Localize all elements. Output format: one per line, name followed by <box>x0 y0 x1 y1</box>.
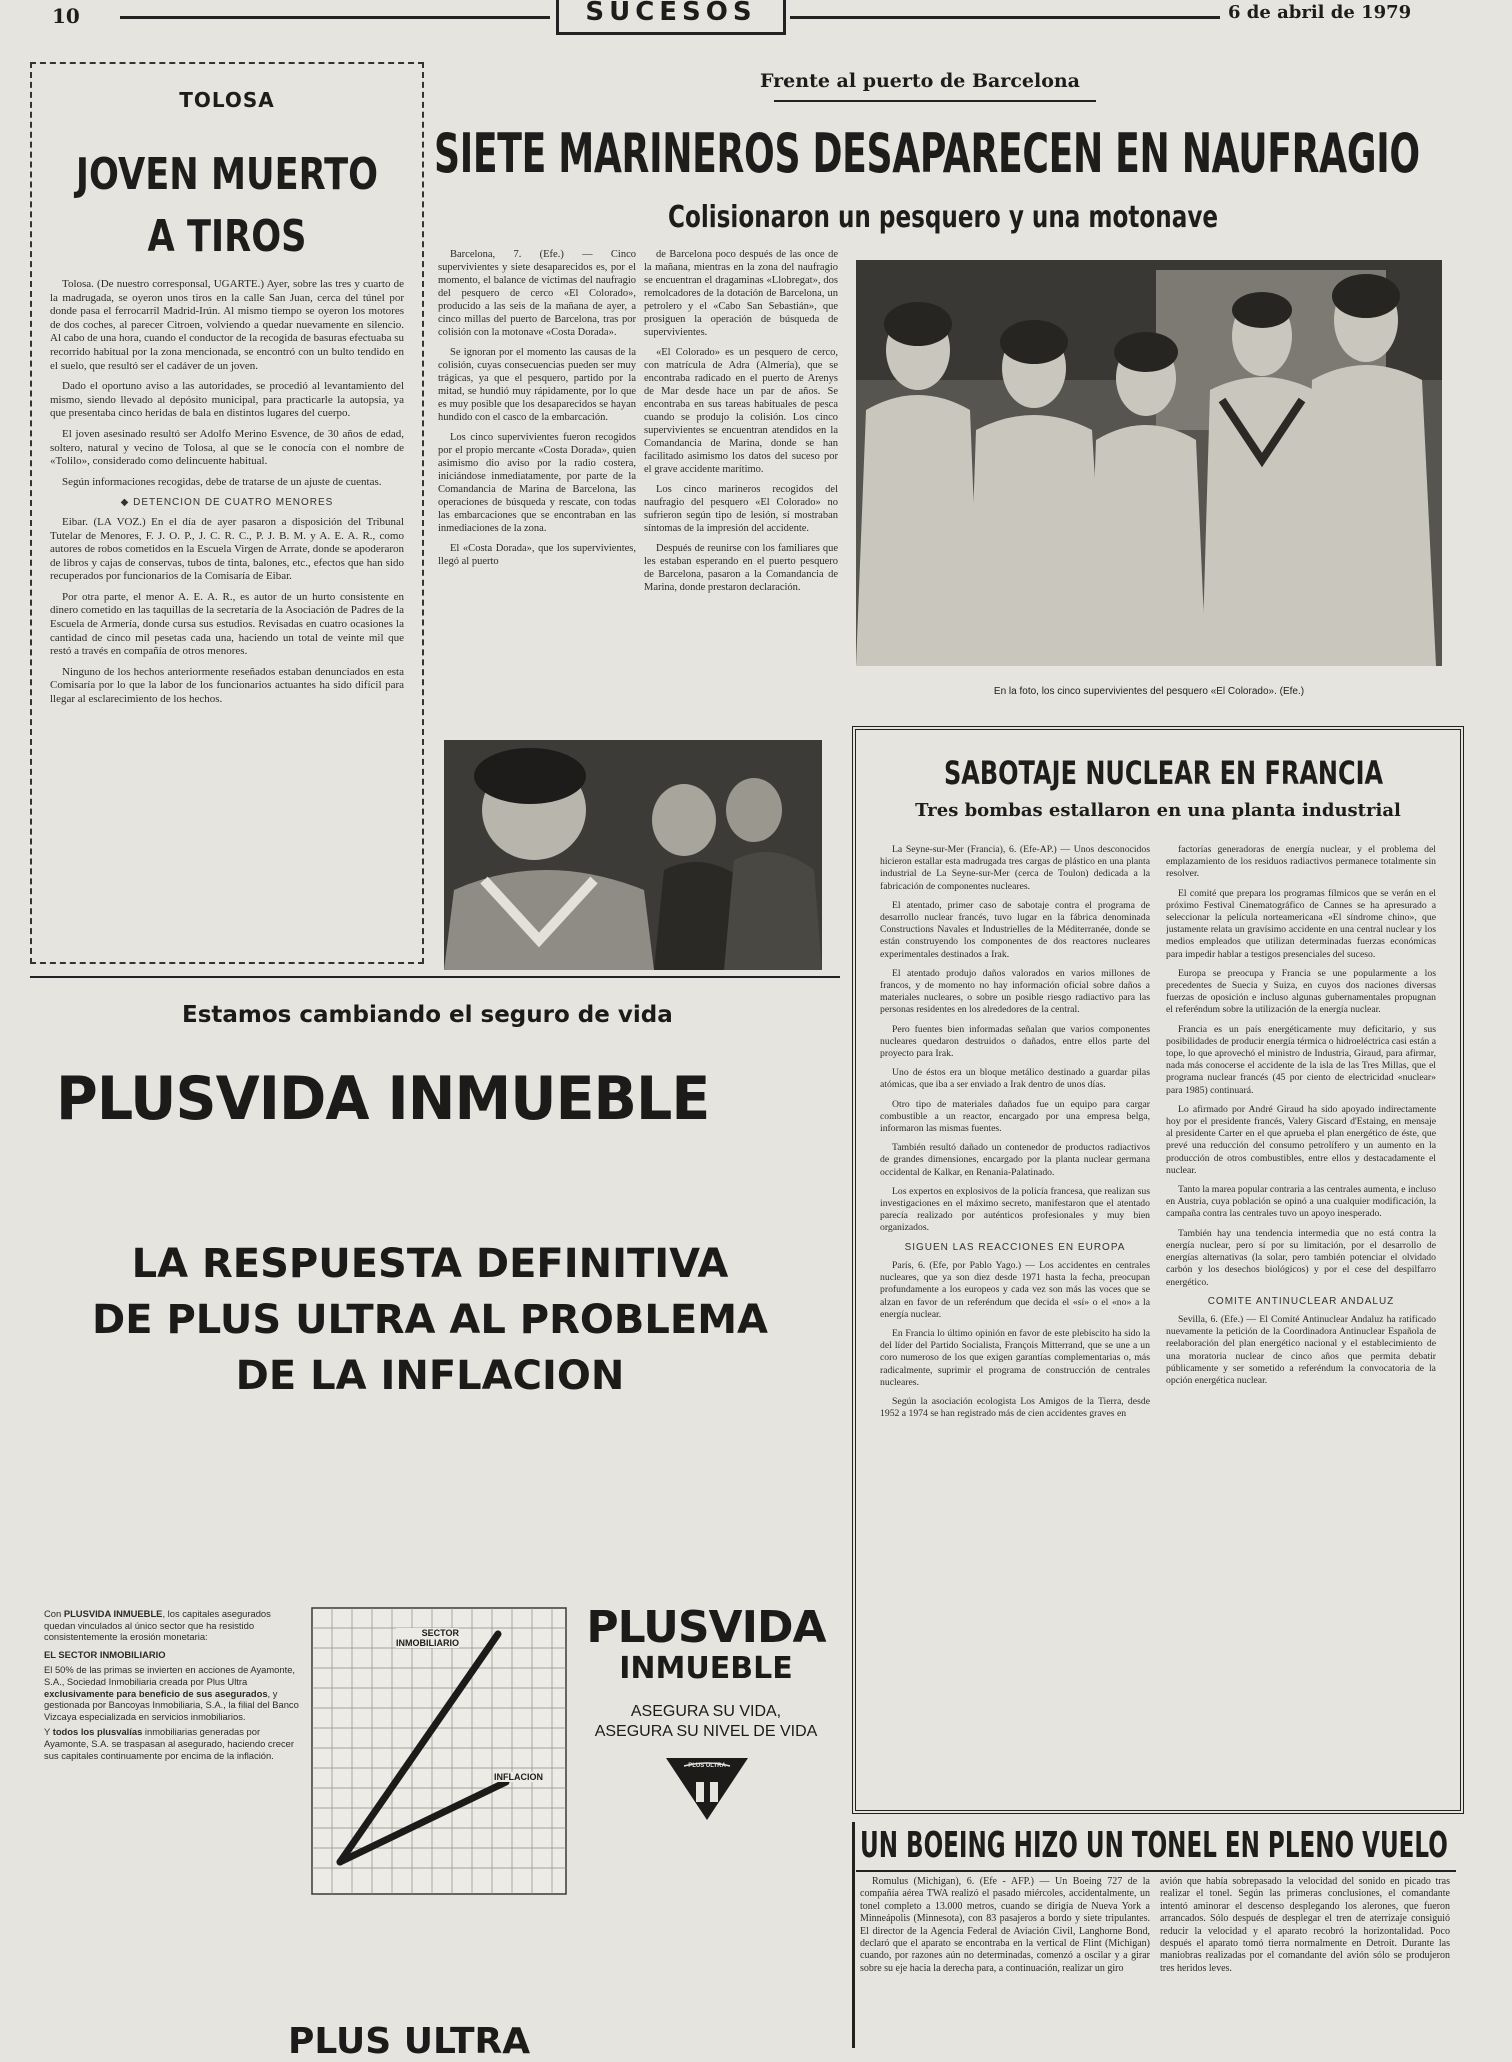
sabotaje-subheading: COMITE ANTINUCLEAR ANDALUZ <box>1207 1295 1395 1307</box>
sabotaje-paragraph: En Francia lo último opinión en favor de este plebiscito ha sido la del líder del Partido Socialista, François Mitterrand, que se une a un coro numeroso de los que exigen garantías complementarias o, más radicalmente, suprimir el programa de construcción de centrales nucleares. <box>880 1327 1150 1388</box>
ad-slogan <box>576 1702 836 1742</box>
survivors-photo-caption: En la foto, los cinco supervivientes del pesquero «El Colorado». (Efe.) <box>993 686 1305 697</box>
boeing-rule <box>856 1870 1456 1872</box>
naufragio-column-1 <box>438 248 636 718</box>
rescue-photo-image <box>444 740 822 970</box>
sabotaje-paragraph: El atentado, primer caso de sabotaje contra el programa de desarrollo nuclear francés, tuvo lugar en la fábrica denominada Constructions Navales et Industrielles de la Méditerranée, donde se están construyendo los componentes de dos reactores nucleares experimentales destinados a Irak. <box>880 899 1150 960</box>
ad-logo-subtitle: INMUEBLE <box>619 1651 793 1686</box>
tolosa-paragraph: Según informaciones recogidas, debe de tratarse de un ajuste de cuentas. <box>62 475 382 488</box>
ad-side-paragraph <box>44 1664 300 1722</box>
sabotaje-paragraph: factorías generadoras de energía nuclear, y el problema del emplazamiento de los residuos radiactivos permanece totalmente sin resolver. <box>1166 844 1436 880</box>
ad-headline-line: DE LA INFLACION <box>235 1353 625 1399</box>
plus-ultra-badge <box>664 1756 750 1822</box>
ad-side-text-span: , y gestionada por Bancoyas Inmobiliaria, S.A., la filial del Banco Vizcaya especializada en servicios inmobiliarios. <box>44 1687 299 1722</box>
sabotaje-paragraph: El comité que prepara los programas fílmicos que se verán en el próximo Festival Cinematográfico de Cannes se ha apresurado a seleccionar la película norteamericana «El síndrome chino», que justamente relata un gravísimo accidente en una central nuclear y los medios empleados que utilizan determinadas fuerzas económicas para impedir hablar a testigos presenciales del suceso. <box>1166 887 1436 960</box>
tolosa-headline-line1: JOVEN MUERTO <box>75 149 379 200</box>
rescue-photo <box>444 740 822 970</box>
section-title-text: SUCESOS <box>585 0 757 27</box>
ad-headline-line: DE PLUS ULTRA AL PROBLEMA <box>92 1297 768 1343</box>
ad-side-paragraph <box>44 1726 300 1761</box>
ad-side-brand: PLUSVIDA INMUEBLE <box>63 1608 163 1619</box>
diamond-bullet-icon: ◆ <box>120 497 130 509</box>
naufragio-paragraph: El «Costa Dorada», que los supervivientes, llegó al puerto <box>438 543 636 567</box>
masthead-rule-right <box>790 16 1220 19</box>
ad-brand: PLUSVIDA INMUEBLE <box>56 1064 710 1134</box>
chart-label-sector-line: INMOBILIARIO <box>396 1638 459 1648</box>
naufragio-paragraph: Los cinco supervivientes fueron recogidos por el propio mercante «Costa Dorada», quien asimismo dio aviso por la radio costera, iniciándose inmediatamente, por parte de la Comandancia de Marina de Barcelona, las operaciones de búsqueda y rescate, con todas las embarcaciones que se encontraban en las inmediaciones de la zona. <box>438 432 636 534</box>
ad-logo-title: PLUSVIDA <box>586 1602 826 1653</box>
sabotaje-paragraph: Tanto la marea popular contraria a las centrales aumenta, e incluso en Austria, cuya población se opinó a una cualquier modificación, la campaña contra las centrales tuvo un apoyo inesperado. <box>1166 1184 1436 1220</box>
boeing-column-2: avión que había sobrepasado la velocidad del sonido en picado tras realizar el tonel. Según las primeras conclusiones, el comandante intentó aminorar el descenso desplegando los alerones, que fueron arrancados. Sólo después de desplegar el tren de aterrizaje consiguió reducir la velocidad y el aparato recobró la horizontalidad. Poco después el aparato tomó tierra normalmente en Detroit. Durante las maniobras realizadas por el comandante del avión sólo se produjeron tres heridos leves. <box>1160 1876 1450 1974</box>
naufragio-paragraph: de Barcelona poco después de las once de la mañana, mientras en la zona del naufragio se encuentran el dragaminas «Llobregat», dos remolcadores de la dotación de Barcelona, un petrolero y el «Cabo San Sebastián», que prosiguen la operación de búsqueda de supervivientes. <box>644 249 838 338</box>
section-title <box>556 0 786 35</box>
sabotaje-paragraph: París, 6. (Efe, por Pablo Yago.) — Los accidentes en centrales nucleares, que ya son diez desde 1971 hasta la fecha, preocupan profundamente a los europeos y cada vez son más las voces que se alzan en favor de un referéndum que decida el «sí» o el «no» a la energía nuclear. <box>880 1259 1150 1320</box>
naufragio-paragraph: Después de reunirse con los familiares que les estaban esperando en el puerto pesquero de Barcelona, pasaron a la Comandancia de Marina, donde prestaron declaración. <box>644 543 838 593</box>
plus-ultra-badge-text: PLUS ULTRA <box>688 1763 726 1769</box>
naufragio-paragraph: Se ignoran por el momento las causas de la colisión, cuyas consecuencias pueden ser muy trágicas, ya que el pesquero, partido por la mitad, se hundió muy rápidamente, por lo que es muy posible que los desaparecidos se hayan hundido con el casco de la embarcación. <box>438 347 636 423</box>
ad-slogan-line: ASEGURA SU NIVEL DE VIDA <box>594 1723 818 1740</box>
tolosa-paragraph: El joven asesinado resultó ser Adolfo Merino Esvence, de 30 años de edad, soltero, natural y vecino de Tolosa, al que se le conocía con el nombre de «Tolilo», considerado como delincuente habitual. <box>50 427 404 468</box>
tolosa-paragraph: Ninguno de los hechos anteriormente reseñados estaban denunciados en esta Comisaría por lo que la labor de los funcionarios actuantes ha sido difícil para llegar al esclarecimiento de los hechos. <box>50 665 404 706</box>
chart-label-inflacion: INFLACION <box>494 1772 543 1782</box>
tolosa-headline-line2: A TIROS <box>147 211 307 262</box>
naufragio-subheadline: Colisionaron un pesquero y una motonave <box>668 200 1219 235</box>
ad-slogan-line: ASEGURA SU VIDA, <box>630 1703 782 1720</box>
sabotaje-column-2 <box>1166 844 1436 1794</box>
boeing-column-1: Romulus (Michigan), 6. (Efe - AFP.) — Un Boeing 727 de la compañía aérea TWA realizó el pasado miércoles, accidentalmente, un tonel completo a 13.000 metros, cuando se dirigía de Nueva York a Minneápolis (Minnesota), con 83 pasajeros a bordo y siete tripulantes. El director de la Agencia Federal de Aviación Civil, Langhorne Bond, declaró que el aparato se encontraba en la vertical de Flint (Michigan) cuando, por razones aún no determinadas, comenzó a oscilar y a girar sobre su eje hacia la derecha para, a continuación, realizar un giro <box>860 1876 1150 1974</box>
ad-side-sector: EL SECTOR INMOBILIARIO <box>44 1648 166 1660</box>
naufragio-paragraph: Los cinco marineros recogidos del naufragio del pesquero «El Colorado» no sufrieron según tipo de lesión, sí mostraban síntomas de la impresión del accidente. <box>644 484 838 534</box>
tolosa-subheading-text: DETENCION DE CUATRO MENORES <box>133 497 334 509</box>
sabotaje-paragraph: También hay una tendencia intermedia que no está contra la energía nuclear, pero sí por su limitación, por el desarrollo de energías alternativas (la solar, pero también potenciar el olvidado carbón y los desechos biológicos) y por el cese del despilfarro energético. <box>1166 1227 1436 1288</box>
ad-headline <box>40 1236 820 1404</box>
ad-tagline: Estamos cambiando el seguro de vida <box>182 1002 673 1028</box>
sabotaje-paragraph: También resultó dañado un contenedor de productos radiactivos de grandes dimensiones, encargado por la planta nuclear germana occidental de Kalkar, en Renania-Palatinado. <box>880 1142 1150 1178</box>
chart-label-sector <box>396 1628 459 1648</box>
ad-growth-chart <box>310 1606 568 1896</box>
sabotaje-paragraph: Otro tipo de materiales dañados fue un equipo para cargar combustible a un reactor, encargado por una empresa belga, informaron las mismas fuentes. <box>880 1098 1150 1135</box>
naufragio-paragraph: Barcelona, 7. (Efe.) — Cinco supervivientes y siete desaparecidos es, por el momento, el balance de víctimas del naufragio del pesquero de cerco «El Colorado», producido a las seis de la mañana de ayer, a cinco millas del puerto de Barcelona, tras por colisión con la motonave «Costa Dorada». <box>438 249 636 338</box>
sabotaje-paragraph: Los expertos en explosivos de la policía francesa, que realizan sus investigaciones en el máximo secreto, manifestaron que el atentado parecía realizado por auténticos profesionales y muy bien organizados. <box>880 1185 1150 1234</box>
page-number: 10 <box>52 4 80 28</box>
sabotaje-headline: SABOTAJE NUCLEAR EN FRANCIA <box>944 754 1384 792</box>
sabotaje-article <box>852 726 1464 1814</box>
survivors-photo-image <box>856 260 1442 666</box>
tolosa-paragraph: Por otra parte, el menor A. E. A. R., es autor de un hurto consistente en dinero cometido en las taquillas de la secretaría de la Asociación de Padres de la Escuela de Armería, donde cursa sus estudios. Revisadas en cuatro ocasiones la cantidad de cinco mil pesetas cada una, haciendo un total de veinte mil que restó a través en compañía de otros menores. <box>50 590 404 658</box>
ad-side-text <box>44 1608 300 1761</box>
ad-side-text-span: inmobiliarias generadas por Ayamonte, S.A. se traspasan al asegurado, haciendo crecer sus capitales continuamente por encima de la inflación. <box>44 1726 294 1761</box>
tolosa-place: TOLOSA <box>179 88 275 112</box>
sabotaje-paragraph: Pero fuentes bien informadas señalan que varios componentes nucleares quedaron destruidos o dañados, entre ellos parte del proyecto para Irak. <box>880 1023 1150 1060</box>
ad-side-bold: exclusivamente para beneficio de sus asegurados <box>44 1687 268 1699</box>
masthead-rule-left <box>120 16 550 19</box>
issue-date: 6 de abril de 1979 <box>1228 2 1412 23</box>
sabotaje-paragraph: Sevilla, 6. (Efe.) — El Comité Antinuclear Andaluz ha ratificado nuevamente la petición de la Coordinadora Antinuclear Española de reelaboración del plan energético nacional y el establecimiento de una moratoria nuclear de cinco años que permita debatir públicamente y ser sometido a referéndum la convocatoria de la opción energética nuclear. <box>1166 1313 1436 1386</box>
naufragio-paragraph: «El Colorado» es un pesquero de cerco, con matrícula de Adra (Almería), que se encontraba radicado en el puerto de Arenys de Mar desde hace un par de años. Se encontraba en sus tareas habituales de pesca cuando se produjo la colisión. Los cinco supervivientes se encuentran atendidos en la Comandancia de Marina, donde se han facilitado asimismo los datos del suceso por el grave accidente marítimo. <box>644 347 838 475</box>
sabotaje-subheading: SIGUEN LAS REACCIONES EN EUROPA <box>904 1241 1126 1253</box>
kicker-underline <box>774 100 1096 102</box>
boeing-headline: UN BOEING HIZO UN TONEL EN PLENO VUELO <box>860 1825 1448 1866</box>
sabotaje-paragraph: Europa se preocupa y Francia se une popularmente a los precedentes de Suecia y Suiza, en cuyos dos naciones diversas fuerzas de oposición e incluso algunas gubernamentales propugnan el referéndum sobre la utilización de la energía nuclear. <box>1166 967 1436 1016</box>
ad-side-text-span: Y <box>44 1726 53 1738</box>
sabotaje-paragraph: El atentado produjo daños valorados en varios millones de francos, y de momento no hay información oficial sobre daños a materiales nucleares, o sobre un posible riesgo radiactivo para las personas residentes en los alrededores de la central. <box>880 967 1150 1016</box>
survivors-photo <box>856 260 1442 666</box>
tolosa-paragraph: Dado el oportuno aviso a las autoridades, se procedió al levantamiento del mismo, siendo llevado al depósito municipal, para practicarle la autopsia, ya que presentaba cinco heridas de bala en distintos lugares del cuerpo. <box>50 380 404 420</box>
naufragio-column-2 <box>644 248 838 718</box>
tolosa-subheading <box>50 496 404 510</box>
chart-label-sector-line: SECTOR <box>421 1628 459 1638</box>
sabotaje-column-1 <box>880 844 1150 1794</box>
ad-side-text-span: El 50% de las primas se invierten en acciones de Ayamonte, S.A., Sociedad Inmobiliaria creada por Plus Ultra <box>44 1664 296 1687</box>
ad-top-rule <box>30 976 840 978</box>
boeing-left-rule <box>852 1822 855 2048</box>
ad-side-text-span: Con <box>44 1608 64 1619</box>
tolosa-body <box>50 278 404 948</box>
naufragio-kicker: Frente al puerto de Barcelona <box>760 70 1080 92</box>
tolosa-paragraph: Tolosa. (De nuestro corresponsal, UGARTE.) Ayer, sobre las tres y cuarto de la madrugada, se oyeron unos tiros en la calle San Juan, cerca del túnel por donde pasa el ferrocarril Madrid-Irún. Al mismo tiempo se oyeron los motores de dos coches, al parecer Citroen, volviendo a quedar nuevamente en silencio. Al cabo de una hora, cuando el conductor de la recogida de basuras efectuaba su recorrido habitual por la zona mencionada, se encontró con un bulto tendido en el suelo, que resultó ser el cadáver de un joven. <box>50 278 404 372</box>
sabotaje-paragraph: Uno de éstos era un bloque metálico destinado a guardar pilas atómicas, que iba a ser enviado a Irak dentro de unos días. <box>880 1067 1150 1091</box>
ad-footer-brand: PLUS ULTRA <box>288 2021 531 2062</box>
sabotaje-paragraph: Lo afirmado por André Giraud ha sido apoyado indirectamente hoy por el presidente francés, Valery Giscard d'Estaing, en mensaje al presidente Carter en el que aprueba el plan energético de éste, que prevé una reducción del consumo petrolífero y un aumento en la producción de otros combustibles, entre ellos y destacadamente el nuclear. <box>1166 1103 1436 1176</box>
ad-side-paragraph <box>44 1608 300 1643</box>
naufragio-headline: SIETE MARINEROS DESAPARECEN EN NAUFRAGIO <box>434 122 1420 185</box>
ad-headline-line: LA RESPUESTA DEFINITIVA <box>131 1241 729 1287</box>
ad-side-text-span: , los capitales asegurados quedan vinculados al único sector que ha resistido consistentemente la erosión monetaria: <box>44 1608 271 1643</box>
tolosa-article <box>30 62 424 964</box>
tolosa-paragraph: Eibar. (LA VOZ.) En el día de ayer pasaron a disposición del Tribunal Tutelar de Menores, F. J. O. P., J. C. R. C., P. J. B. M. y A. E. A. R., como autores de robos cometidos en la Escuela Virgen de Arrate, donde se apoderaron de libros y cajas de conservas, tubos de tinta, balones, etc., efectos que han sido recuperados por funcionarios de la Comisaría de Eibar. <box>50 515 404 583</box>
ad-side-bold: todos los plusvalías <box>52 1726 143 1738</box>
ad-growth-chart-graphic <box>310 1606 568 1896</box>
sabotaje-paragraph: La Seyne-sur-Mer (Francia), 6. (Efe-AP.) — Unos desconocidos hicieron estallar esta madrugada tres cargas de plástico en una planta industrial de La Seyne-sur-Mer (cerca de Toulon) dedicada a la fabricación de componentes nucleares. <box>880 844 1150 892</box>
sabotaje-subheadline: Tres bombas estallaron en una planta industrial <box>915 800 1401 821</box>
sabotaje-paragraph: Según la asociación ecologista Los Amigos de la Tierra, desde 1952 a 1974 se han registrado más de cien accidentes graves en <box>880 1395 1150 1420</box>
sabotaje-paragraph: Francia es un país energéticamente muy deficitario, y sus posibilidades de producir energía térmica o hidroeléctrica casi están a tope, lo que aprovechó el ministro de Industria, Giraud, para afirmar, nada más conocerse el accidente de la isla de las Tres Millas, que el programa nuclear francés (45 por ciento de electricidad «nuclear» para 1985) continuará. <box>1166 1023 1436 1096</box>
